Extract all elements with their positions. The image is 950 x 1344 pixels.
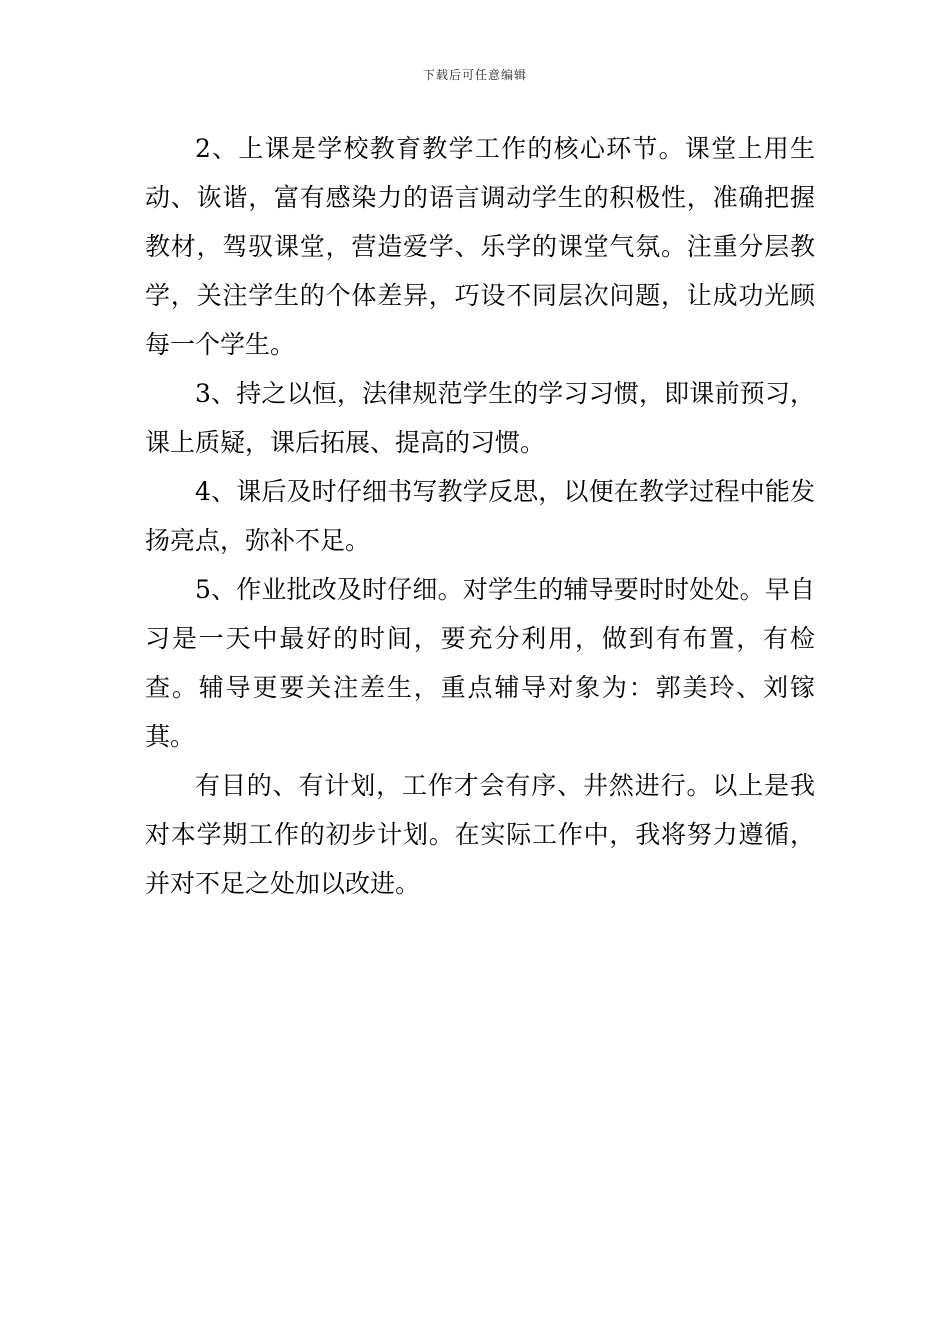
document-body bbox=[145, 124, 815, 908]
paragraph-2: 2、上课是学校教育教学工作的核心环节。课堂上用生动、诙谐，富有感染力的语言调动学生的积极性，准确把握教材，驾驭课堂，营造爱学、乐学的课堂气氛。注重分层教学，关注学生的个体差异，巧设不同层次问题，让成功光顾每一个学生。 bbox=[145, 134, 815, 359]
paragraph-5: 5、作业批改及时仔细。对学生的辅导要时时处处。早自习是一天中最好的时间，要充分利用，做到有布置，有检查。辅导更要关注差生，重点辅导对象为：郭美玲、刘镓萁。 bbox=[145, 575, 815, 751]
paragraph-4: 4、课后及时仔细书写教学反思，以便在教学过程中能发扬亮点，弥补不足。 bbox=[145, 477, 815, 555]
paragraph-conclusion: 有目的、有计划，工作才会有序、井然进行。以上是我对本学期工作的初步计划。在实际工作中，我将努力遵循，并对不足之处加以改进。 bbox=[145, 771, 815, 898]
page-header-note: 下载后可任意编辑 bbox=[422, 68, 527, 82]
paragraph-3: 3、持之以恒，法律规范学生的学习习惯，即课前预习，课上质疑，课后拓展、提高的习惯。 bbox=[145, 379, 815, 457]
